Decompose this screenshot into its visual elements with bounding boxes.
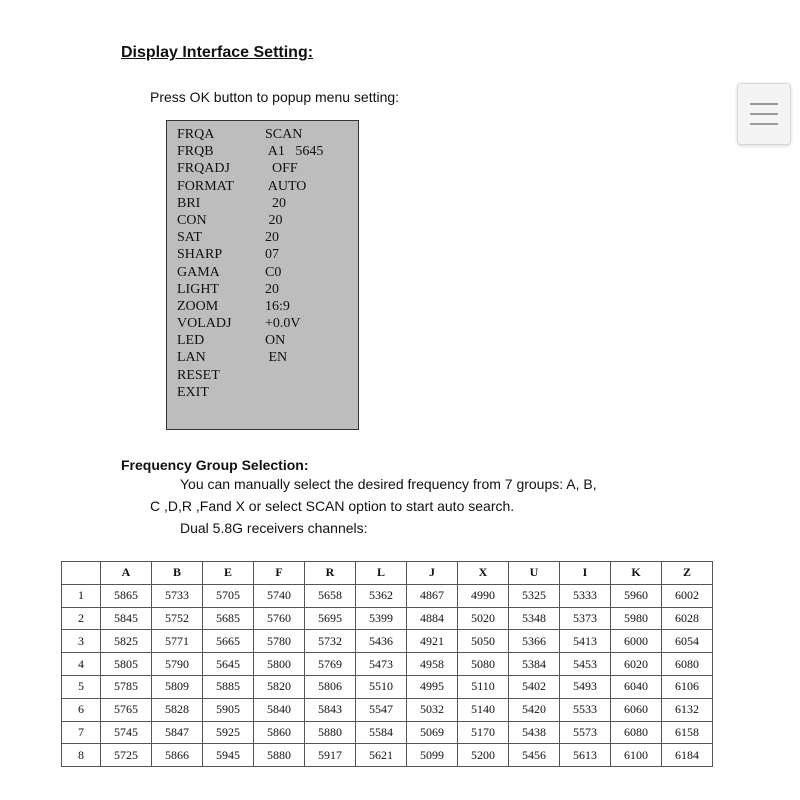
menu-item-name: EXIT [177, 384, 209, 400]
frequency-cell: 6080 [662, 653, 713, 676]
table-header-cell: R [305, 562, 356, 585]
frequency-cell: 5384 [509, 653, 560, 676]
menu-row [167, 281, 358, 298]
frequency-cell: 5333 [560, 584, 611, 607]
frequency-cell: 6002 [662, 584, 713, 607]
frequency-cell: 5348 [509, 607, 560, 630]
frequency-cell: 5740 [254, 584, 305, 607]
paragraph-line: Dual 5.8G receivers channels: [180, 520, 368, 536]
frequency-cell: 6158 [662, 721, 713, 744]
frequency-cell: 5645 [203, 653, 254, 676]
table-row [62, 744, 713, 767]
frequency-cell: 5745 [101, 721, 152, 744]
menu-item-value: C0 [265, 264, 282, 280]
frequency-cell: 5865 [101, 584, 152, 607]
menu-row [167, 212, 358, 229]
page-heading: Display Interface Setting: [121, 44, 314, 61]
frequency-cell: 5825 [101, 630, 152, 653]
menu-item-value: A1 5645 [265, 144, 324, 160]
channel-number-cell: 7 [62, 721, 101, 744]
table-header-cell: K [611, 562, 662, 585]
frequency-cell: 6020 [611, 653, 662, 676]
frequency-cell: 5453 [560, 653, 611, 676]
frequency-cell: 5413 [560, 630, 611, 653]
frequency-cell: 5828 [152, 698, 203, 721]
frequency-cell: 4884 [407, 607, 458, 630]
frequency-cell: 5705 [203, 584, 254, 607]
menu-item-name: SHARP [177, 247, 223, 263]
frequency-cell: 5840 [254, 698, 305, 721]
frequency-cell: 5880 [305, 721, 356, 744]
frequency-cell: 6000 [611, 630, 662, 653]
menu-row [167, 264, 358, 281]
frequency-cell: 5399 [356, 607, 407, 630]
hamburger-menu-icon [750, 103, 778, 105]
table-row [62, 698, 713, 721]
frequency-cell: 5584 [356, 721, 407, 744]
channel-number-cell: 1 [62, 584, 101, 607]
frequency-cell: 5020 [458, 607, 509, 630]
frequency-cell: 5200 [458, 744, 509, 767]
frequency-cell: 5925 [203, 721, 254, 744]
frequency-cell: 5621 [356, 744, 407, 767]
menu-row [167, 160, 358, 177]
frequency-cell: 5885 [203, 675, 254, 698]
menu-row [167, 246, 358, 263]
frequency-cell: 5847 [152, 721, 203, 744]
table-header-cell: Z [662, 562, 713, 585]
menu-row [167, 315, 358, 332]
frequency-cell: 5110 [458, 675, 509, 698]
table-header-cell: X [458, 562, 509, 585]
frequency-cell: 5613 [560, 744, 611, 767]
menu-item-name: LIGHT [177, 281, 219, 297]
table-header-cell: E [203, 562, 254, 585]
frequency-cell: 5573 [560, 721, 611, 744]
menu-row [167, 384, 358, 401]
menu-item-name: SAT [177, 230, 202, 246]
channel-number-cell: 2 [62, 607, 101, 630]
frequency-cell: 5820 [254, 675, 305, 698]
frequency-cell: 5917 [305, 744, 356, 767]
frequency-cell: 5665 [203, 630, 254, 653]
menu-item-name: FRQB [177, 144, 214, 160]
menu-row [167, 332, 358, 349]
frequency-cell: 5658 [305, 584, 356, 607]
table-header-cell: L [356, 562, 407, 585]
frequency-cell: 5438 [509, 721, 560, 744]
menu-row [167, 143, 358, 160]
frequency-cell: 5732 [305, 630, 356, 653]
menu-item-value: EN [265, 350, 288, 366]
frequency-cell: 6100 [611, 744, 662, 767]
table-row [62, 653, 713, 676]
menu-item-value: 07 [265, 247, 279, 263]
menu-row [167, 178, 358, 195]
frequency-cell: 4958 [407, 653, 458, 676]
menu-item-value: 20 [265, 195, 286, 211]
hamburger-menu-icon-bar [750, 123, 778, 125]
frequency-cell: 5373 [560, 607, 611, 630]
frequency-cell: 4921 [407, 630, 458, 653]
menu-item-value: SCAN [265, 127, 303, 142]
frequency-cell: 5945 [203, 744, 254, 767]
frequency-cell: 5860 [254, 721, 305, 744]
frequency-cell: 5843 [305, 698, 356, 721]
frequency-cell: 5866 [152, 744, 203, 767]
frequency-cell: 5032 [407, 698, 458, 721]
frequency-cell: 5733 [152, 584, 203, 607]
channel-number-cell: 3 [62, 630, 101, 653]
frequency-cell: 6054 [662, 630, 713, 653]
frequency-cell: 5760 [254, 607, 305, 630]
channel-number-cell: 5 [62, 675, 101, 698]
menu-item-name: CON [177, 212, 207, 228]
frequency-cell: 5366 [509, 630, 560, 653]
paragraph-line: C ,D,R ,Fand X or select SCAN option to start auto search. [150, 498, 515, 514]
menu-item-name: ZOOM [177, 298, 219, 314]
table-header-cell: F [254, 562, 305, 585]
table-header-cell: A [101, 562, 152, 585]
frequency-cell: 5800 [254, 653, 305, 676]
frequency-cell: 5980 [611, 607, 662, 630]
table-header-cell: B [152, 562, 203, 585]
frequency-cell: 5170 [458, 721, 509, 744]
frequency-cell: 5685 [203, 607, 254, 630]
frequency-cell: 6040 [611, 675, 662, 698]
menu-item-name: FORMAT [177, 178, 234, 194]
table-header-cell [62, 562, 101, 585]
frequency-cell: 5905 [203, 698, 254, 721]
frequency-cell: 5533 [560, 698, 611, 721]
frequency-cell: 5809 [152, 675, 203, 698]
menu-item-value: AUTO [265, 178, 307, 194]
menu-row [167, 349, 358, 366]
section-subheading: Frequency Group Selection: [121, 457, 309, 473]
paragraph-line: You can manually select the desired frequency from 7 groups: A, B, [180, 476, 597, 492]
menu-row [167, 229, 358, 246]
menu-item-value: 20 [265, 212, 283, 228]
frequency-cell: 4867 [407, 584, 458, 607]
menu-row [167, 298, 358, 315]
frequency-cell: 5725 [101, 744, 152, 767]
menu-row [167, 367, 358, 384]
menu-item-name: FRQADJ [177, 161, 230, 177]
menu-item-name: BRI [177, 195, 201, 211]
hamburger-menu-button[interactable] [737, 83, 791, 145]
intro-text: Press OK button to popup menu setting: [150, 89, 400, 105]
menu-item-value: 16:9 [265, 298, 290, 314]
osd-menu-screenshot [166, 120, 359, 430]
table-row [62, 584, 713, 607]
frequency-table [61, 561, 713, 767]
menu-item-name: RESET [177, 367, 220, 383]
frequency-cell: 5765 [101, 698, 152, 721]
table-row [62, 607, 713, 630]
frequency-cell: 5805 [101, 653, 152, 676]
frequency-cell: 4990 [458, 584, 509, 607]
frequency-cell: 5493 [560, 675, 611, 698]
frequency-cell: 5547 [356, 698, 407, 721]
frequency-cell: 5806 [305, 675, 356, 698]
hamburger-menu-icon-bar [750, 113, 778, 115]
frequency-cell: 5080 [458, 653, 509, 676]
table-row [62, 721, 713, 744]
frequency-cell: 5780 [254, 630, 305, 653]
table-header-cell: J [407, 562, 458, 585]
table-row [62, 675, 713, 698]
frequency-cell: 5325 [509, 584, 560, 607]
menu-row [167, 126, 358, 143]
menu-item-name: FRQA [177, 127, 215, 142]
channel-number-cell: 8 [62, 744, 101, 767]
channel-number-cell: 4 [62, 653, 101, 676]
table-header-cell: U [509, 562, 560, 585]
table-header-cell: I [560, 562, 611, 585]
menu-row [167, 195, 358, 212]
frequency-cell: 5769 [305, 653, 356, 676]
menu-item-name: GAMA [177, 264, 220, 280]
frequency-cell: 6080 [611, 721, 662, 744]
menu-item-value: ON [265, 333, 286, 349]
frequency-cell: 5473 [356, 653, 407, 676]
frequency-cell: 5845 [101, 607, 152, 630]
menu-item-name: LAN [177, 350, 206, 366]
frequency-cell: 5436 [356, 630, 407, 653]
frequency-cell: 5752 [152, 607, 203, 630]
frequency-cell: 5140 [458, 698, 509, 721]
menu-item-value: 20 [265, 230, 279, 246]
frequency-cell: 4995 [407, 675, 458, 698]
frequency-cell: 5402 [509, 675, 560, 698]
frequency-cell: 5790 [152, 653, 203, 676]
frequency-cell: 5785 [101, 675, 152, 698]
frequency-cell: 5510 [356, 675, 407, 698]
frequency-cell: 6184 [662, 744, 713, 767]
frequency-cell: 5099 [407, 744, 458, 767]
frequency-cell: 5069 [407, 721, 458, 744]
frequency-cell: 5362 [356, 584, 407, 607]
frequency-cell: 5695 [305, 607, 356, 630]
menu-item-name: VOLADJ [177, 316, 232, 332]
table-header-row [62, 562, 713, 585]
frequency-cell: 6106 [662, 675, 713, 698]
menu-item-value: OFF [265, 161, 298, 177]
table-row [62, 630, 713, 653]
frequency-cell: 5456 [509, 744, 560, 767]
frequency-cell: 6028 [662, 607, 713, 630]
frequency-cell: 6132 [662, 698, 713, 721]
frequency-cell: 5960 [611, 584, 662, 607]
menu-item-name: LED [177, 333, 205, 349]
frequency-cell: 5420 [509, 698, 560, 721]
frequency-cell: 5880 [254, 744, 305, 767]
frequency-cell: 6060 [611, 698, 662, 721]
menu-item-value: +0.0V [265, 316, 301, 332]
frequency-cell: 5050 [458, 630, 509, 653]
channel-number-cell: 6 [62, 698, 101, 721]
frequency-cell: 5771 [152, 630, 203, 653]
menu-item-value: 20 [265, 281, 279, 297]
